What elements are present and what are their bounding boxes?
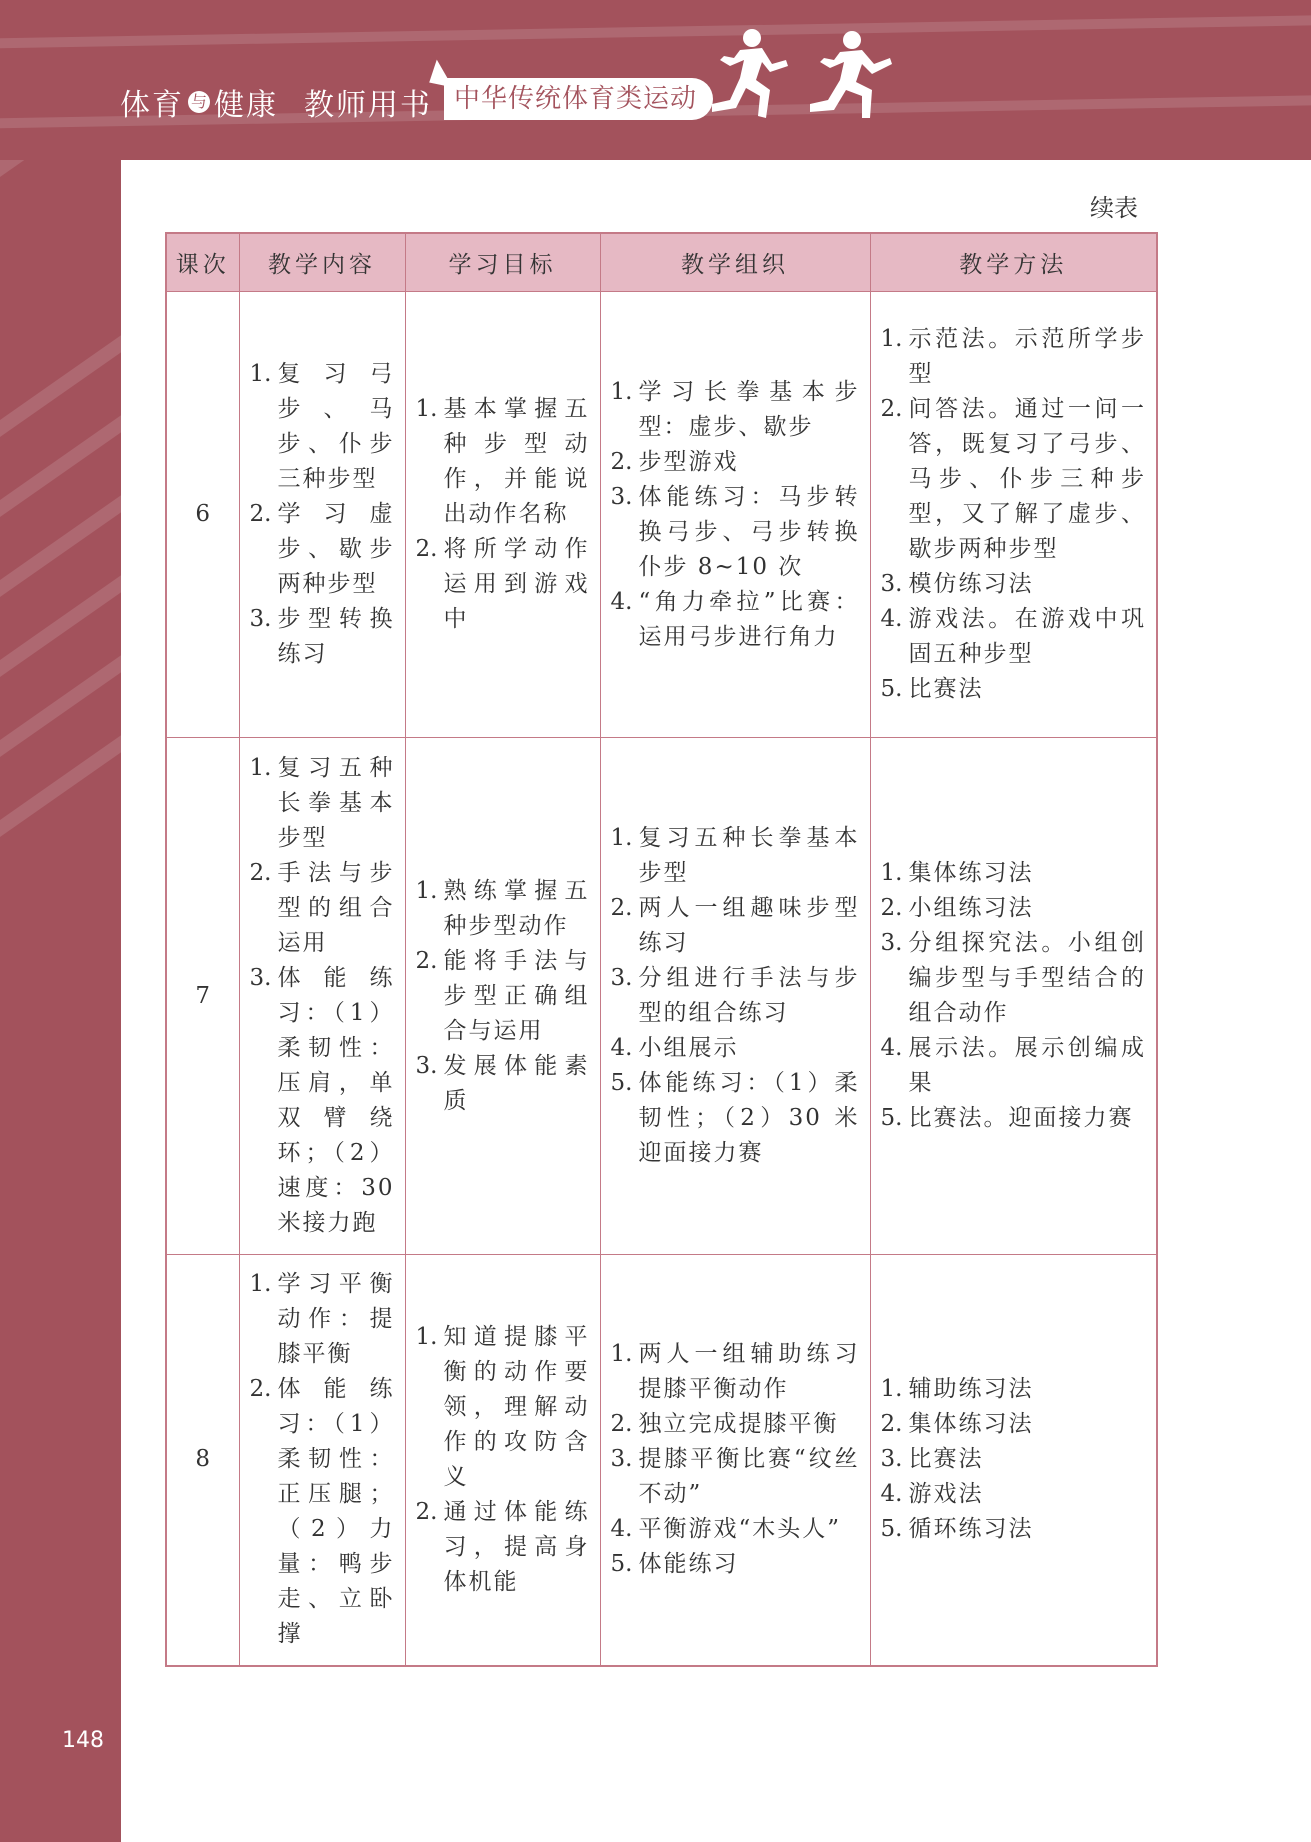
list-item: 5. 体能练习 <box>610 1551 739 1578</box>
methods-cell <box>870 1255 1157 1666</box>
list-item: 3. 模仿练习法 <box>880 571 1034 597</box>
table-row <box>166 738 1157 1255</box>
header-content: 教学内容 <box>239 233 405 292</box>
list-item: 2. 步型游戏 <box>610 448 739 475</box>
content-cell <box>239 1255 405 1666</box>
list-item: 1. 基本掌握五种步型动作，并能说出动作名称 <box>415 396 590 527</box>
list-item: 5. 比赛法 <box>880 676 984 702</box>
list-item: 1. 两人一组辅助练习提膝平衡动作 <box>610 1341 860 1403</box>
list-item: 1. 复习五种长拳基本步型 <box>249 755 395 851</box>
list-item: 2. 通过体能练习，提高身体机能 <box>415 1498 590 1595</box>
list-item: 4. 展示法。展示创编成果 <box>880 1035 1146 1096</box>
lesson-number: 8 <box>166 1255 239 1666</box>
left-decorative-band <box>0 0 121 1842</box>
list-item: 2. 将所学动作运用到游戏中 <box>415 536 590 632</box>
lesson-number: 6 <box>166 292 239 738</box>
list-item: 1. 知道提膝平衡的动作要领，理解动作的攻防含义 <box>415 1323 590 1490</box>
list-item: 1. 熟练掌握五种步型动作 <box>415 877 590 939</box>
list-item: 2. 独立完成提膝平衡 <box>610 1411 839 1438</box>
list-item: 5. 循环练习法 <box>880 1516 1034 1543</box>
runner-silhouette-icon <box>712 29 788 118</box>
book-title-part3: 教师用书 <box>304 88 432 123</box>
list-item: 2. 集体练习法 <box>880 1411 1034 1438</box>
list-item: 3. 提膝平衡比赛“纹丝不动” <box>610 1446 860 1508</box>
header-goals: 学习目标 <box>405 233 600 292</box>
list-item: 5. 比赛法。迎面接力赛 <box>880 1105 1134 1131</box>
list-item: 2. 手法与步型的组合运用 <box>249 860 395 956</box>
list-item: 1. 辅助练习法 <box>880 1376 1034 1403</box>
content-cell <box>239 292 405 738</box>
list-item: 3. 分组探究法。小组创编步型与手型结合的组合动作 <box>880 930 1146 1026</box>
continued-label: 续表 <box>1090 194 1138 222</box>
list-item: 4. “角力牵拉”比赛：运用弓步进行角力 <box>610 588 860 650</box>
list-item: 5. 体能练习：（1）柔韧性；（2）30 米迎面接力赛 <box>610 1070 860 1166</box>
list-item: 1. 集体练习法 <box>880 860 1034 886</box>
list-item: 3. 发展体能素质 <box>415 1052 590 1114</box>
goals-cell <box>405 292 600 738</box>
list-item: 1. 复习五种长拳基本步型 <box>610 825 860 886</box>
list-item: 2. 问答法。通过一问一答，既复习了弓步、马步、仆步三种步型，又了解了虚步、歇步两种步型 <box>880 396 1146 562</box>
lesson-plan-table <box>165 232 1158 1667</box>
book-title <box>120 80 432 124</box>
list-item: 1. 示范法。示范所学步型 <box>880 326 1146 387</box>
list-item: 2. 能将手法与步型正确组合与运用 <box>415 947 590 1044</box>
list-item: 4. 平衡游戏“木头人” <box>610 1516 842 1543</box>
list-item: 3. 比赛法 <box>880 1446 984 1473</box>
list-item: 2. 两人一组趣味步型练习 <box>610 895 860 956</box>
runners-graphic <box>700 20 920 140</box>
book-title-amp: 与 <box>188 91 210 113</box>
list-item: 2. 学习虚步、歇步两种步型 <box>249 501 395 597</box>
list-item: 4. 小组展示 <box>610 1035 739 1061</box>
list-item: 1. 学习平衡动作：提膝平衡 <box>249 1271 395 1368</box>
list-item: 2. 小组练习法 <box>880 895 1034 921</box>
content-cell <box>239 738 405 1255</box>
lesson-number: 7 <box>166 738 239 1255</box>
methods-cell <box>870 292 1157 738</box>
table-row <box>166 1255 1157 1666</box>
methods-cell <box>870 738 1157 1255</box>
list-item: 3. 分组进行手法与步型的组合练习 <box>610 965 860 1026</box>
header-organization: 教学组织 <box>600 233 870 292</box>
page-number: 148 <box>62 1728 104 1753</box>
list-item: 4. 游戏法。在游戏中巩固五种步型 <box>880 606 1146 667</box>
book-title-part1: 体育 <box>120 88 184 123</box>
header-lesson: 课次 <box>166 233 239 292</box>
header-methods: 教学方法 <box>870 233 1157 292</box>
goals-cell <box>405 738 600 1255</box>
table-row <box>166 292 1157 738</box>
list-item: 2. 体能练习：（1）柔韧性：正压腿；（2）力量：鸭步走、立卧撑 <box>249 1376 395 1648</box>
runner-silhouette-icon <box>810 31 892 118</box>
list-item: 1. 复习弓步、马步、仆步三种步型 <box>249 361 395 492</box>
list-item: 1. 学习长拳基本步型：虚步、歇步 <box>610 378 860 440</box>
book-title-part2: 健康 <box>214 88 278 123</box>
list-item: 3. 体能练习：（1）柔韧性：压肩，单双臂绕环；（2）速度：30 米接力跑 <box>249 965 395 1236</box>
list-item: 3. 步型转换练习 <box>249 606 395 667</box>
organization-cell <box>600 292 870 738</box>
list-item: 3. 体能练习：马步转换弓步、弓步转换仆步 8~10 次 <box>610 483 860 580</box>
section-badge: 中华传统体育类运动 <box>444 78 713 120</box>
goals-cell <box>405 1255 600 1666</box>
organization-cell <box>600 738 870 1255</box>
organization-cell <box>600 1255 870 1666</box>
list-item: 4. 游戏法 <box>880 1481 984 1508</box>
table-header-row <box>166 233 1157 292</box>
